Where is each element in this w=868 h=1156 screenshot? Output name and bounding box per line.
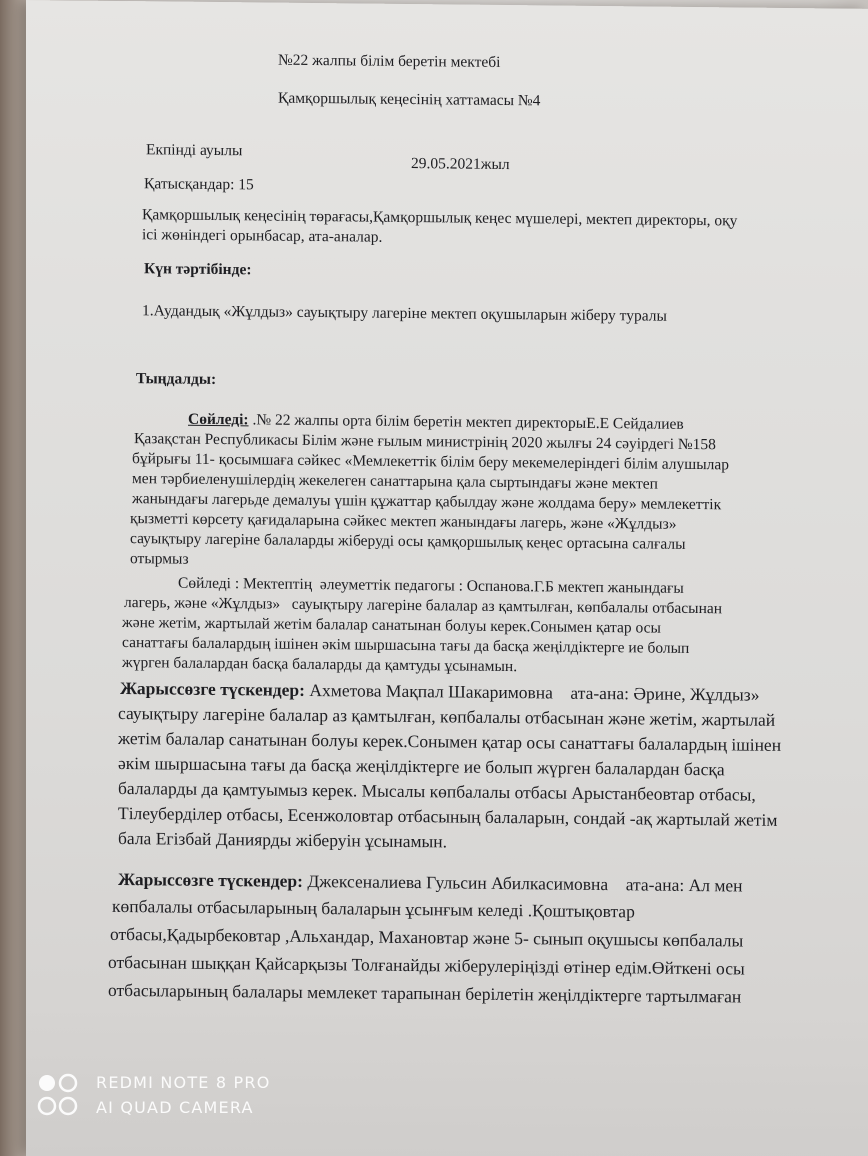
speech2-line: жүрген балалардан басқа балаларды да қамтуды ұсынамын. (122, 654, 518, 676)
school-name: №22 жалпы білім беретін мектебі (278, 51, 501, 71)
debate2-text: Джексеналиева Гульсин Абилкасимовна ата-ана: Ал мен (302, 870, 743, 896)
participants-count: Қатысқандар: 15 (144, 175, 254, 194)
speech2-line: лагерь, және «Жұлдыз» сауықтыру лагеріне балалар аз қамтылған, көпбалалы отбасынан (124, 594, 723, 618)
speech1-first-line (188, 412, 684, 433)
debate2-line: отбасыларының балалары мемлекет тарапынан берілетін жеңілдіктерге тартылмаған (108, 979, 742, 1007)
watermark-camera: AI QUAD CAMERA (96, 1098, 254, 1117)
debate1-line: жетім балалар санатынан болуы керек.Сонымен қатар осы санаттағы балалардың ішінен (118, 727, 782, 755)
debate1-line: Тілеуберділер отбасы, Есенжоловтар отбасының балаларын, сондай -ақ жартылай жетім (118, 802, 778, 830)
agenda-item: 1.Аудандық «Жұлдыз» сауықтыру лагеріне мектеп оқушыларын жіберу туралы (142, 302, 667, 325)
debate2-first-line (118, 868, 743, 896)
village-name: Екпінді ауылы (146, 141, 243, 160)
document-page (26, 0, 868, 1156)
debate1-line: сауықтыру лагеріне балалар аз қамтылған, көпбалалы отбасынан және жетім, жартылай (118, 702, 776, 730)
debate1-label: Жарыссөзге түскендер: (120, 677, 305, 700)
agenda-heading: Күн тәртібінде: (144, 260, 252, 279)
speech1-line: Қазақстан Республикасы Білім және ғылым министрінің 2020 жылғы 24 сәуірдегі №158 (134, 430, 716, 454)
protocol-title: Қамқоршылық кеңесінің хаттамасы №4 (278, 89, 541, 110)
speech1-line: бұйрығы 11- қосымшаға сәйкес «Мемлекеттік білім беру мекемелеріндегі білім алушылар (132, 450, 729, 474)
debate2-line: отбасынан шыққан Қайсарқызы Толғанайды жіберулеріңізді өтінер едім.Өйткені осы (108, 951, 745, 979)
speech1-line: жанындағы лагерьде демалуы үшін құжаттар қабылдау және жолдама беру» мемлекеттік (132, 490, 722, 514)
debate1-line: әкім шыршасына тағы да басқа жеңілдіктерге ие болып жүрген балалардан басқа (118, 752, 725, 780)
listened-heading: Тыңдалды: (136, 370, 217, 388)
watermark-model: REDMI NOTE 8 PRO (96, 1073, 271, 1092)
debate2-label: Жарыссөзге түскендер: (118, 868, 303, 891)
speech2-line: санаттағы балалардың ішінен әкім шыршасына тағы да басқа жеңілдіктерге ие болып (122, 634, 690, 657)
speech1-text: .№ 22 жалпы орта білім беретін мектеп директорыЕ.Е Сейдалиев (248, 411, 684, 433)
speech2-line: және жетім, жартылай жетім балалар санатынан болуы керек.Сонымен қатар осы (122, 614, 661, 637)
quad-camera-logo-icon (36, 1072, 82, 1118)
speech1-label: Сөйледі: (188, 410, 249, 429)
attendees-line: Қамқоршылық кеңесінің төрағасы,Қамқоршылық кеңес мүшелері, мектеп директоры, оқу (142, 206, 738, 230)
debate2-line: отбасы,Қадырбековтар ,Альхандар, Махановтар және 5- сынып оқушысы көпбалалы (110, 923, 744, 951)
speech1-line: мен тәрбиеленушілердің жекелеген санаттарына қала сыртындағы және мектеп (132, 470, 658, 493)
speech1-line: отырмыз (130, 550, 189, 568)
debate1-text: Ахметова Мақпал Шакаримовна ата-ана: Әрине, Жұлдыз» (304, 679, 760, 705)
speech1-line: қызметті көрсету қағидаларына сәйкес мектеп жанындағы лагерь, және «Жұлдыз» (130, 510, 677, 533)
protocol-date: 29.05.2021жыл (411, 155, 510, 174)
debate1-first-line (120, 677, 760, 705)
debate1-line: балаларды да қамтуымыз керек. Мысалы көпбалалы отбасы Арыстанбеовтар отбасы, (118, 777, 756, 805)
debate1-line: бала Егізбай Даниярды жіберуін ұсынамын. (118, 827, 448, 852)
attendees-line: ісі жөніндегі орынбасар, ата-аналар. (142, 226, 383, 246)
debate2-line: көпбалалы отбасыларының балаларын ұсынғым келеді .Қоштықовтар (112, 895, 635, 922)
speech2-line: Сөйледі : Мектептің әлеуметтік педагогы : Оспанова.Г.Б мектеп жанындағы (178, 574, 684, 597)
speech1-line: сауықтыру лагеріне балаларды жіберуді осы қамқоршылық кеңес ортасына салғалы (130, 530, 686, 553)
